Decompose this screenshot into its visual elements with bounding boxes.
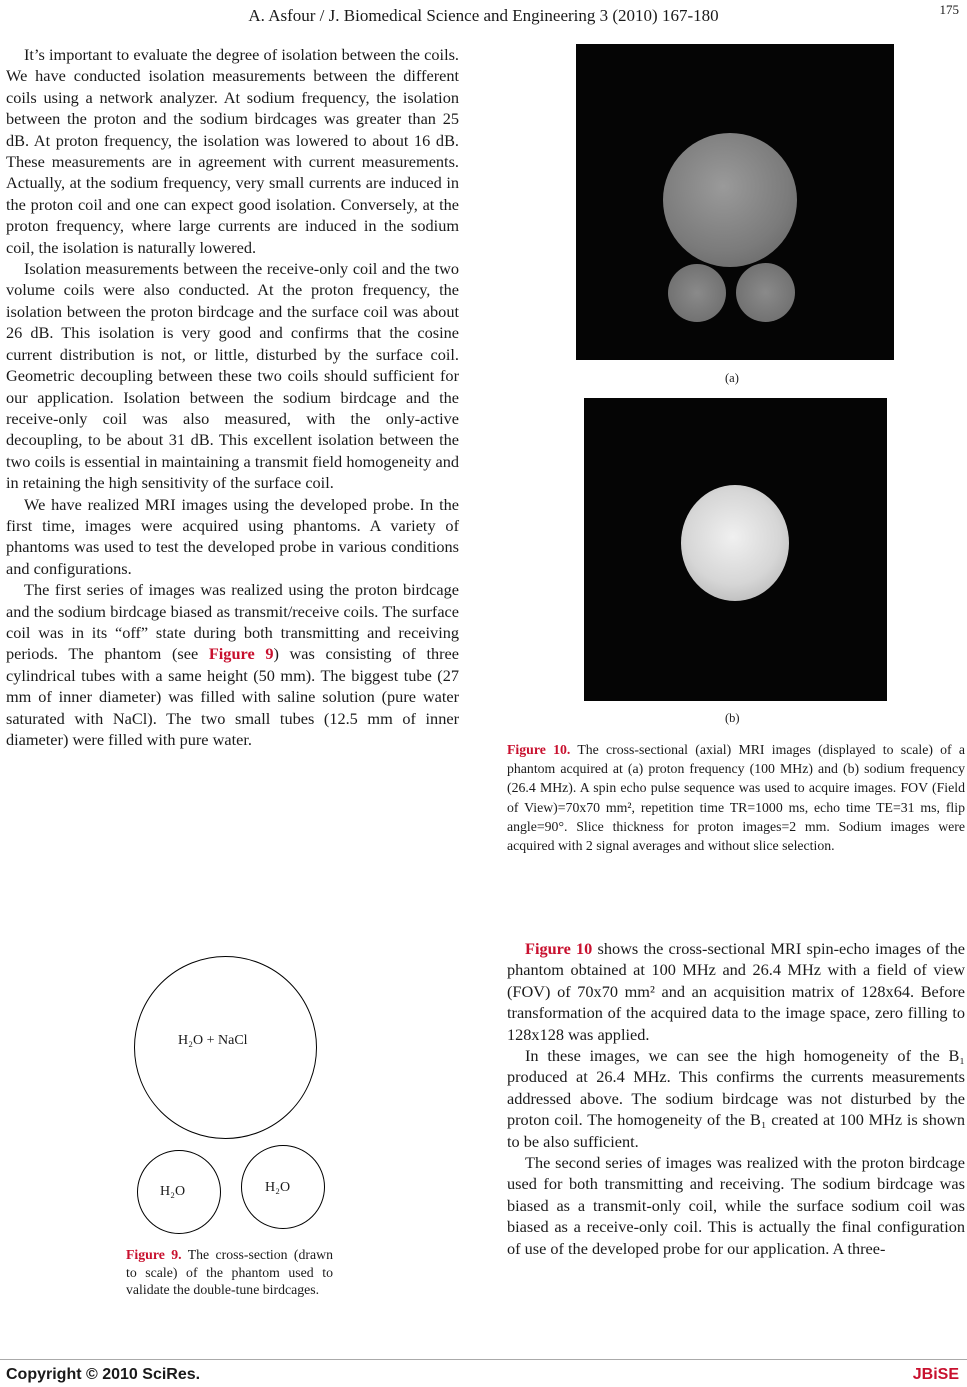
paragraph-isolation: It’s important to evaluate the degree of isolation between the coils. We have conducted isolation measurements between the different coils using a network analyzer. At sodium frequency, the isolation between the proton and the sodium birdcages was greater than 25 dB. At proton frequency, the isolation was lowered to about 16 dB. These measurements are in agreement with current measurements. Actually, at the sodium frequency, very small currents are induced in the proton coil and one can expect good isolation. Conversely, at the proton frequency, where large currents are induced in the sodium coil, the isolation is naturally lowered. <box>6 45 459 257</box>
figure-10-caption <box>507 740 965 855</box>
left-column <box>6 44 459 750</box>
paragraph-homogeneity: In these images, we can see the high homogeneity of the B₁ produced at 26.4 MHz. This confirms the currents measurements addressed above. The sodium birdcage was not disturbed by the proton coil. The homogeneity of the B₁ created at 100 MHz is shown to be also sufficient. <box>507 1046 965 1151</box>
paragraph-mri-images: We have realized MRI images using the developed probe. In the first time, images were acquired using phantoms. A variety of phantoms was used to test the developed probe in various conditions and configurations. <box>6 494 459 578</box>
paragraph-figure-10 <box>507 938 965 1045</box>
phantom-cross-section-diagram <box>120 950 340 1230</box>
paragraph-first-series <box>6 579 459 750</box>
large-tube-signal <box>663 133 797 267</box>
paragraph-receive-only-isolation: Isolation measurements between the receive-only coil and the two volume coils were also conducted. At the proton frequency, the isolation between the proton birdcage and the surface coil was about 26 dB. This isolation is very good and confirms that the cosine current distribution is not, or little, disturbed by the surface coil. Geometric decoupling between these two coils should sufficient for our application. Isolation between the sodium birdcage and the receive-only coil was also measured, with the only-active decoupling, to be about 31 dB. This excellent isolation between the two coils is essential in maintaining a transmit field homogeneity and in retaining the high sensitivity of the surface coil. <box>6 259 459 493</box>
small-tube-left-label: H₂O <box>160 1184 186 1199</box>
figure-9-label: Figure 9. <box>126 1247 182 1262</box>
subcaption-b: (b) <box>725 711 740 725</box>
right-column <box>507 938 965 1259</box>
footer-divider <box>0 1359 967 1360</box>
small-tube-right-label: H₂O <box>265 1180 291 1195</box>
text-segment: The first series of images was realized using the proton birdcage and the sodium birdcage biased as transmit/receive coils. The surface coil was in its “off” state during both transmitting and receiving periods. The phantom (see <box>6 580 459 664</box>
figure-9-caption <box>126 1246 333 1299</box>
small-tube-left-signal <box>668 264 726 322</box>
mri-image-sodium <box>584 398 887 701</box>
mri-image-proton <box>576 44 894 360</box>
subcaption-a: (a) <box>725 371 739 385</box>
small-tube-right-signal <box>736 263 795 322</box>
figure-9-link[interactable]: Figure 9 <box>208 644 274 664</box>
saline-tube-signal <box>681 485 789 601</box>
caption-text: The cross-section (drawn to scale) of the phantom used to validate the double-tune birdcages. <box>126 1247 333 1297</box>
text-segment: shows the cross-sectional MRI spin-echo images of the phantom obtained at 100 MHz and 26.4 MHz with a field of view (FOV) of 70x70 mm² and an acquisition matrix of 128x64. Before transformation of the acquired data to the image space, zero filling to 128x128 was applied. <box>507 939 965 1044</box>
running-title: A. Asfour / J. Biomedical Science and Engineering 3 (2010) 167-180 <box>248 6 719 25</box>
figure-10-label: Figure 10. <box>507 742 571 757</box>
copyright-notice: Copyright © 2010 SciRes. <box>6 1366 201 1383</box>
journal-abbreviation: JBiSE <box>912 1366 959 1383</box>
paragraph-second-series: The second series of images was realized with the proton birdcage used for both transmitting and receiving. The sodium birdcage was biased as a transmit-only coil, while the surface sodium coil was biased as a receive-only coil. This is actually the final configuration of use of the developed probe for our application. A three- <box>507 1153 965 1258</box>
page-number: 175 <box>939 2 959 17</box>
figure-10-link[interactable]: Figure 10 <box>525 939 593 958</box>
caption-text: The cross-sectional (axial) MRI images (displayed to scale) of a phantom acquired at (a) proton frequency (100 MHz) and (b) sodium frequency (26.4 MHz). A spin echo pulse sequence was used to acquire images. FOV (Field of View)=70x70 mm², repetition time TR=1000 ms, echo time TE=31 ms, flip angle=90°. Slice thickness for proton images=2 mm. Sodium images were acquired with 2 signal averages and without slice selection. <box>507 742 966 854</box>
large-tube-label: H₂O + NaCl <box>178 1033 248 1048</box>
text-segment: ) was consisting of three cylindrical tubes with a same height (50 mm). The biggest tube (27 mm of inner diameter) was filled with saline solution (pure water saturated with NaCl). The two small tubes (12.5 mm of inner diameter) were filled with pure water. <box>6 644 459 749</box>
